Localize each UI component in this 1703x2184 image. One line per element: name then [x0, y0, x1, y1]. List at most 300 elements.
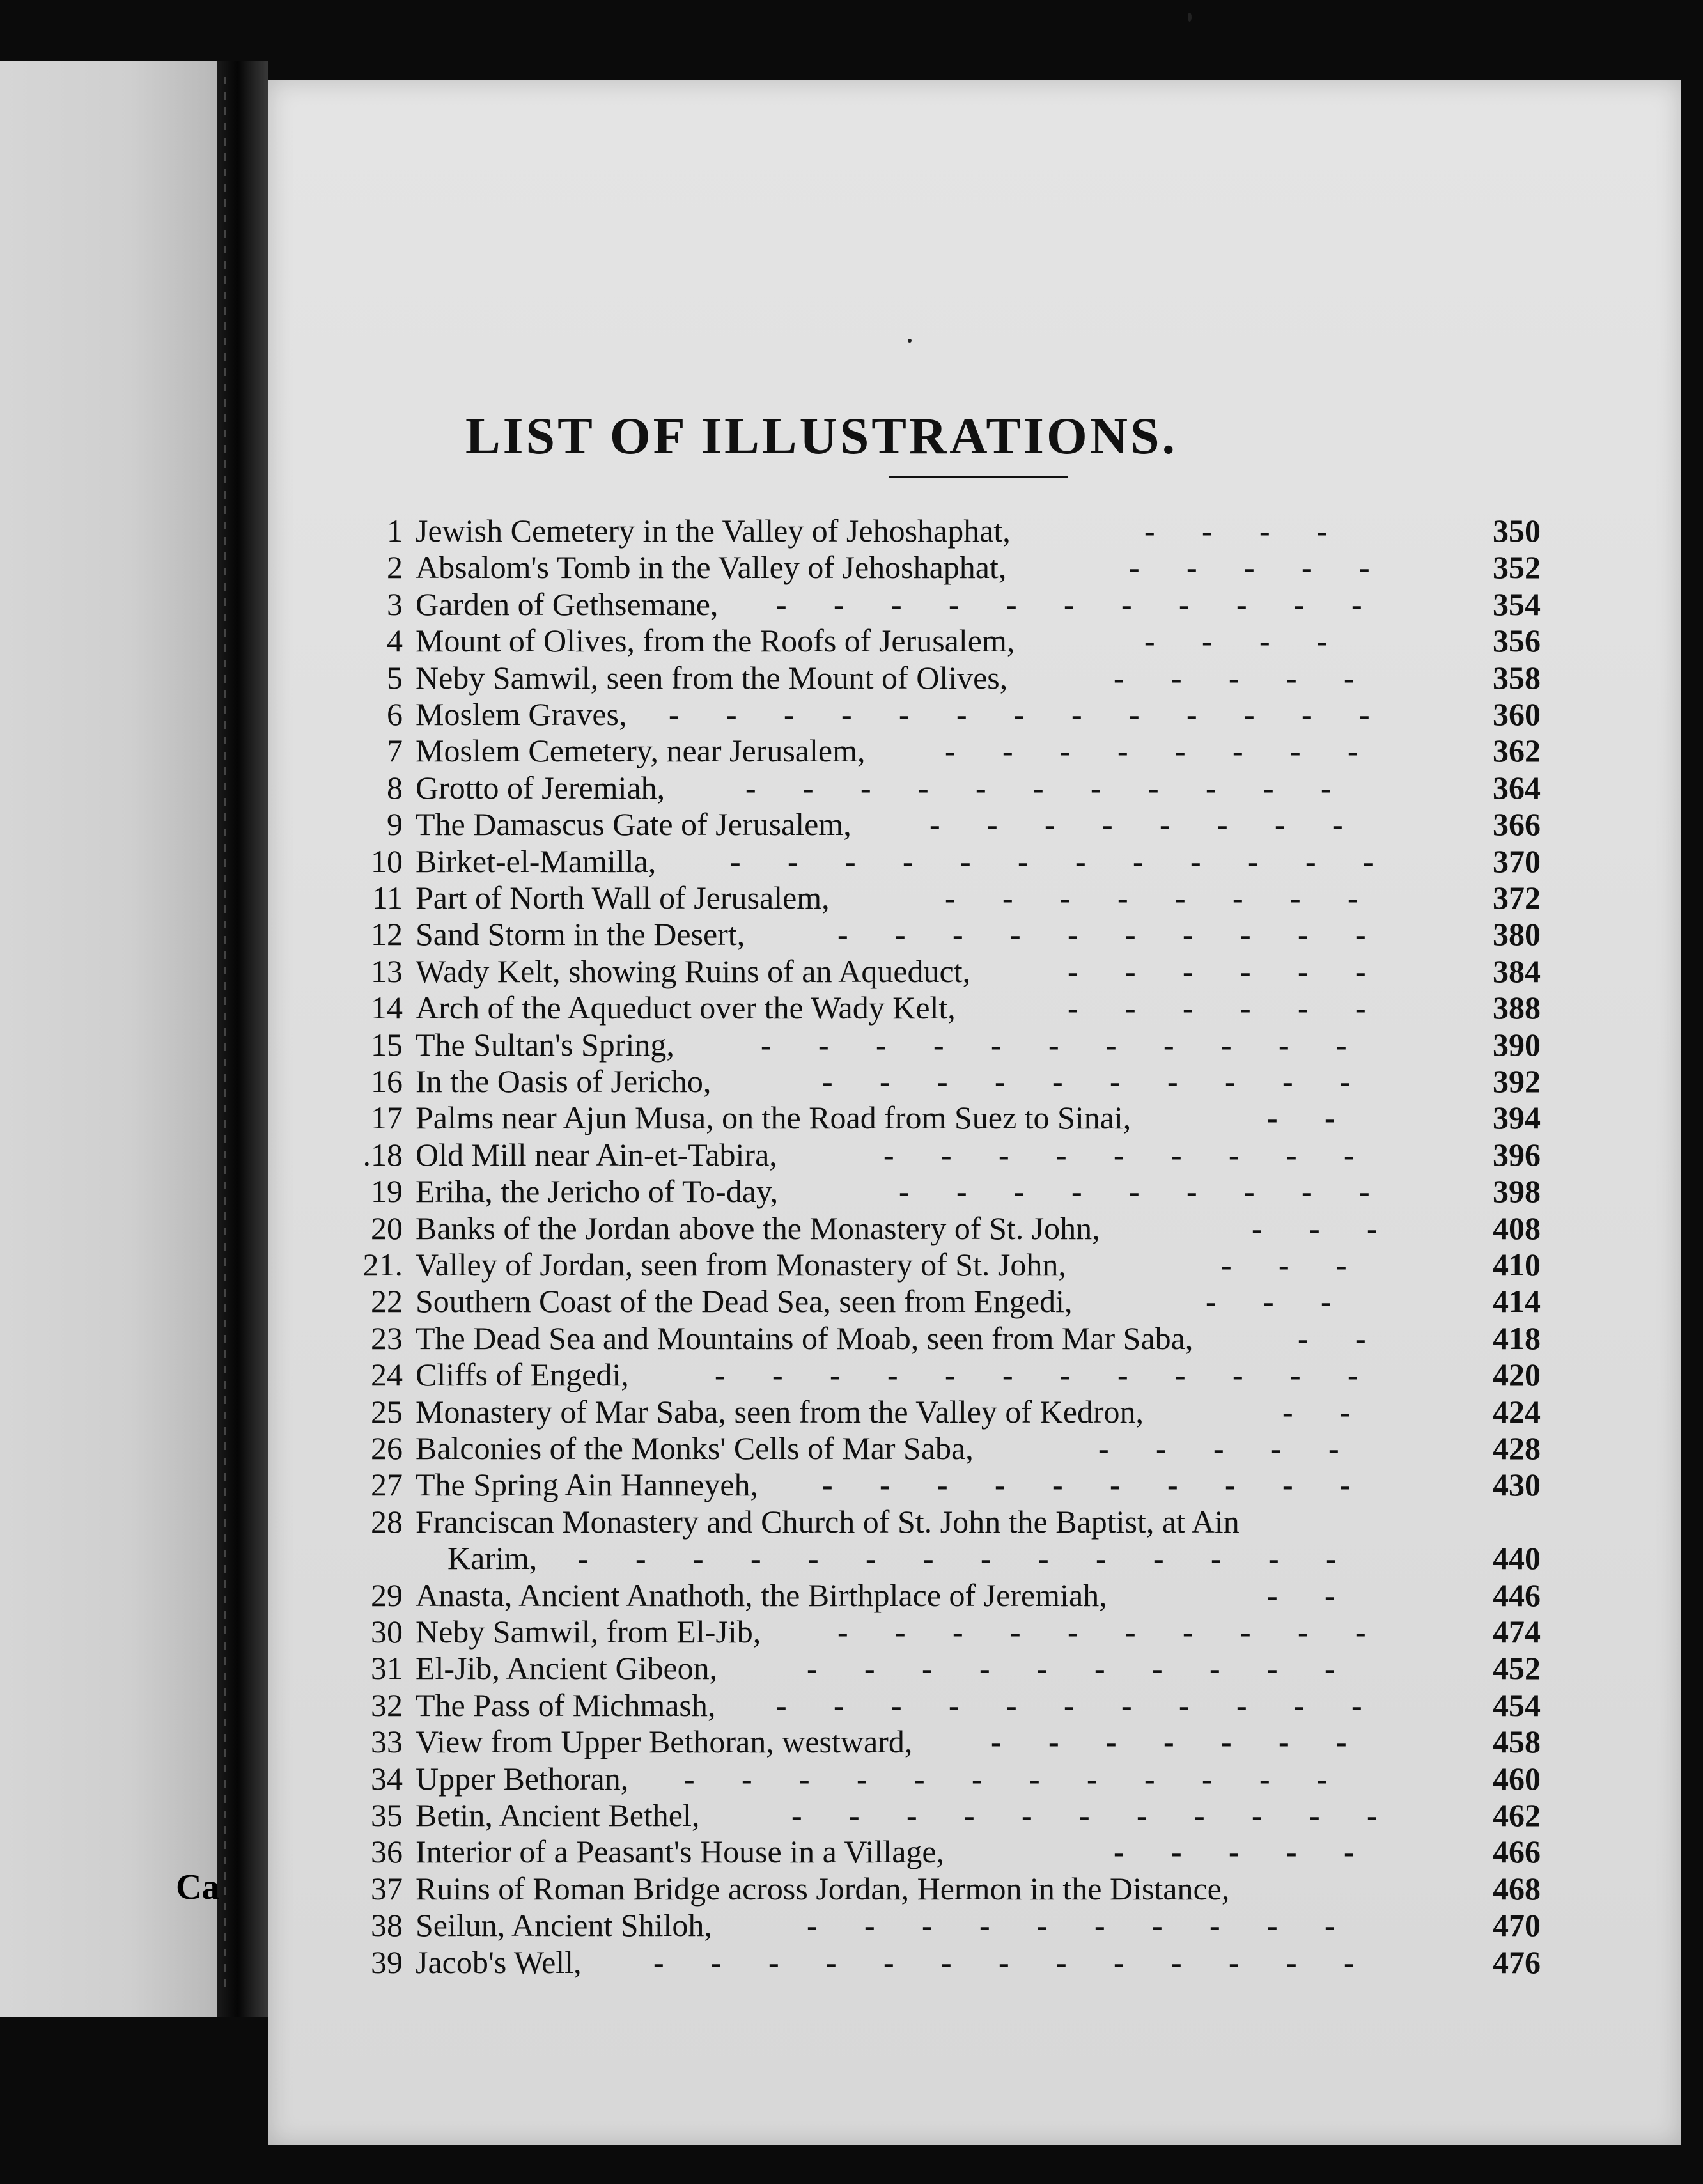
- leader-dash: -: [1144, 623, 1155, 659]
- page-number: 362: [1493, 733, 1541, 768]
- leader-dash: -: [903, 843, 914, 879]
- list-item: [0, 1796, 1703, 1834]
- illustration-title: Birket-el-Mamilla,: [416, 843, 657, 879]
- leader-dash: -: [891, 586, 902, 622]
- list-item: [0, 988, 1703, 1027]
- leader-dash: -: [949, 586, 960, 622]
- leader-dash: -: [1298, 1614, 1309, 1650]
- illustration-number: 20: [371, 1210, 403, 1246]
- leader-dash: -: [822, 1467, 833, 1502]
- leader-dash: -: [1106, 1027, 1117, 1063]
- illustration-title: Anasta, Ancient Anathoth, the Birthplace of Jeremiah,: [416, 1577, 1107, 1613]
- illustration-number: 6: [387, 696, 403, 732]
- page-number: 440: [1493, 1540, 1541, 1576]
- leader-dash: -: [1359, 696, 1370, 732]
- leader-dash: -: [1117, 880, 1128, 916]
- illustration-number: 19: [371, 1173, 403, 1209]
- leader-dash: -: [1125, 1614, 1136, 1650]
- leader-dash: -: [1167, 1063, 1178, 1099]
- leader-dash: -: [1244, 1173, 1255, 1209]
- leader-dash: -: [1225, 1063, 1236, 1099]
- leader-dash: -: [1267, 1577, 1278, 1613]
- leader-dash: -: [1206, 770, 1217, 806]
- leader-dash: -: [1244, 549, 1255, 585]
- illustration-number: 26: [371, 1430, 403, 1466]
- leader-dash: -: [864, 1650, 875, 1686]
- leader-dash: -: [895, 916, 906, 952]
- leader-dash: -: [979, 1650, 990, 1686]
- page-number: 388: [1493, 990, 1541, 1026]
- list-item: [0, 621, 1703, 660]
- leader-dash: -: [1068, 953, 1078, 989]
- leader-dash: -: [1279, 1027, 1289, 1063]
- page-number: 476: [1493, 1944, 1541, 1980]
- illustration-number: 25: [371, 1394, 403, 1430]
- leader-dash: -: [1221, 1027, 1232, 1063]
- leader-dash: -: [635, 1540, 646, 1576]
- illustration-title: Ruins of Roman Bridge across Jordan, Hermon in the Distance,: [416, 1871, 1230, 1907]
- leader-dash: -: [1321, 770, 1332, 806]
- leader-dash: -: [1240, 916, 1251, 952]
- illustration-number: 12: [371, 916, 403, 952]
- illustration-number: 17: [371, 1100, 403, 1135]
- leader-dash: -: [1359, 1173, 1370, 1209]
- illustration-title: Franciscan Monastery and Church of St. John the Baptist, at Ain: [416, 1504, 1240, 1540]
- list-item: [0, 805, 1703, 843]
- leader-dash: -: [1194, 1797, 1205, 1833]
- list-item: [0, 1502, 1703, 1541]
- leader-dash: -: [1117, 733, 1128, 768]
- list-item: [0, 1062, 1703, 1100]
- leader-dash: -: [1183, 1614, 1194, 1650]
- leader-dash: -: [776, 1687, 787, 1723]
- leader-dash: -: [730, 843, 741, 879]
- leader-dash: -: [1068, 1614, 1078, 1650]
- leader-dash: -: [866, 1540, 876, 1576]
- leader-dash: -: [1263, 1283, 1274, 1319]
- list-item: [0, 731, 1703, 770]
- leader-dash: -: [1002, 733, 1013, 768]
- leader-dash: -: [1325, 1100, 1335, 1135]
- leader-dash: -: [1137, 1797, 1147, 1833]
- list-item: [0, 548, 1703, 586]
- page-number: 398: [1493, 1173, 1541, 1209]
- list-item: [0, 1026, 1703, 1064]
- leader-dash: -: [1125, 916, 1136, 952]
- page-number: 474: [1493, 1614, 1541, 1650]
- page-number: 356: [1493, 623, 1541, 659]
- list-item: [0, 1649, 1703, 1687]
- leader-dash: -: [1355, 1320, 1366, 1356]
- leader-dash: -: [1171, 660, 1182, 696]
- illustration-number: 11: [371, 880, 403, 916]
- leader-dash: -: [1317, 623, 1328, 659]
- leader-dash: -: [1186, 1173, 1197, 1209]
- page-number: 394: [1493, 1100, 1541, 1135]
- leader-dash: -: [945, 880, 956, 916]
- leader-dash: -: [999, 1944, 1009, 1980]
- page-number: 380: [1493, 916, 1541, 952]
- leader-dash: -: [1340, 1394, 1351, 1430]
- leader-dash: -: [1344, 660, 1355, 696]
- leader-dash: -: [1125, 953, 1136, 989]
- page-number: 466: [1493, 1834, 1541, 1869]
- leader-dash: -: [742, 1761, 752, 1797]
- leader-dash: -: [1033, 770, 1044, 806]
- page-number: 452: [1493, 1650, 1541, 1686]
- leader-dash: -: [799, 1761, 810, 1797]
- list-item: [0, 1686, 1703, 1724]
- leader-dash: -: [1302, 696, 1312, 732]
- illustration-title: El-Jib, Ancient Gibeon,: [416, 1650, 718, 1686]
- page-number: 468: [1493, 1871, 1541, 1907]
- leader-dash: -: [726, 696, 737, 732]
- leader-dash: -: [1325, 1650, 1335, 1686]
- page-number: 430: [1493, 1467, 1541, 1502]
- page-number: 454: [1493, 1687, 1541, 1723]
- leader-dash: -: [1217, 806, 1228, 842]
- leader-dash: -: [1348, 880, 1358, 916]
- leader-dash: -: [803, 770, 814, 806]
- page-number: 370: [1493, 843, 1541, 879]
- leader-dash: -: [1060, 880, 1071, 916]
- leader-dash: -: [818, 1027, 829, 1063]
- leader-dash: -: [1275, 806, 1286, 842]
- leader-dash: -: [1052, 1063, 1063, 1099]
- page-number: 352: [1493, 549, 1541, 585]
- leader-dash: -: [1183, 990, 1194, 1026]
- illustration-number: 10: [371, 843, 403, 879]
- leader-dash: -: [808, 1540, 819, 1576]
- leader-dash: -: [956, 696, 967, 732]
- illustration-number: 9: [387, 806, 403, 842]
- leader-dash: -: [1079, 1797, 1090, 1833]
- illustration-number: 21.: [362, 1247, 403, 1283]
- list-item: [0, 1098, 1703, 1137]
- leader-dash: -: [1363, 843, 1374, 879]
- leader-dash: -: [1267, 1907, 1278, 1943]
- leader-dash: -: [883, 1944, 894, 1980]
- illustration-title: Arch of the Aqueduct over the Wady Kelt,: [416, 990, 956, 1026]
- leader-dash: -: [1286, 1834, 1297, 1869]
- illustration-number: 2: [387, 549, 403, 585]
- leader-dash: -: [1209, 1650, 1220, 1686]
- leader-dash: -: [883, 1137, 894, 1173]
- leader-dash: -: [1114, 1834, 1124, 1869]
- illustration-title: Part of North Wall of Jerusalem,: [416, 880, 830, 916]
- leader-dash: -: [1340, 1467, 1351, 1502]
- leader-dash: -: [1121, 1687, 1132, 1723]
- leader-dash: -: [899, 696, 910, 732]
- leader-dash: -: [1160, 806, 1170, 842]
- page-number: 384: [1493, 953, 1541, 989]
- leader-dash: -: [1321, 1283, 1332, 1319]
- leader-dash: -: [1094, 1650, 1105, 1686]
- leader-dash: -: [1110, 1063, 1121, 1099]
- illustration-number: 15: [371, 1027, 403, 1063]
- leader-dash: -: [945, 733, 956, 768]
- list-item: [0, 1869, 1703, 1908]
- leader-dash: -: [669, 696, 680, 732]
- leader-dash: -: [1121, 586, 1132, 622]
- leader-dash: -: [1064, 586, 1075, 622]
- leader-dash: -: [1309, 1210, 1320, 1246]
- list-item: [0, 952, 1703, 990]
- leader-dash: -: [987, 806, 998, 842]
- list-item: [0, 1282, 1703, 1320]
- leader-dash: -: [1282, 1063, 1293, 1099]
- illustration-number: 32: [371, 1687, 403, 1723]
- leader-dash: -: [914, 1761, 925, 1797]
- leader-dash: -: [1240, 1614, 1251, 1650]
- speck: [908, 339, 912, 343]
- leader-dash: -: [937, 1063, 948, 1099]
- leader-dash: -: [768, 1944, 779, 1980]
- illustration-title: Seilun, Ancient Shiloh,: [416, 1907, 712, 1943]
- leader-dash: -: [834, 1687, 844, 1723]
- leader-dash: -: [745, 770, 756, 806]
- leader-dash: -: [1225, 1467, 1236, 1502]
- leader-dash: -: [1221, 1724, 1232, 1759]
- leader-dash: -: [1029, 1761, 1040, 1797]
- leader-dash: -: [1006, 586, 1017, 622]
- illustration-number: 30: [371, 1614, 403, 1650]
- leader-dash: -: [1068, 916, 1078, 952]
- leader-dash: -: [1252, 1210, 1263, 1246]
- leader-dash: -: [1328, 1430, 1339, 1466]
- page-number: 410: [1493, 1247, 1541, 1283]
- illustration-number: 23: [371, 1320, 403, 1356]
- list-item: [0, 695, 1703, 733]
- list-item: [0, 1465, 1703, 1504]
- page-number: 424: [1493, 1394, 1541, 1430]
- leader-dash: -: [1282, 1394, 1293, 1430]
- illustration-title: Old Mill near Ain-et-Tabira,: [416, 1137, 777, 1173]
- leader-dash: -: [1006, 1687, 1017, 1723]
- leader-dash: -: [1114, 660, 1124, 696]
- leader-dash: -: [1153, 1540, 1164, 1576]
- illustration-title: Wady Kelt, showing Ruins of an Aqueduct,: [416, 953, 971, 989]
- illustration-title: The Sultan's Spring,: [416, 1027, 674, 1063]
- leader-dash: -: [1263, 770, 1274, 806]
- illustration-title: Garden of Gethsemane,: [416, 586, 719, 622]
- leader-dash: -: [860, 770, 871, 806]
- page-number: 392: [1493, 1063, 1541, 1099]
- leader-dash: -: [857, 1761, 867, 1797]
- leader-dash: -: [1163, 1027, 1174, 1063]
- leader-dash: -: [1355, 1614, 1366, 1650]
- leader-dash: -: [1148, 770, 1159, 806]
- list-item: [0, 915, 1703, 953]
- leader-dash: -: [1211, 1540, 1222, 1576]
- illustration-title: Banks of the Jordan above the Monastery of St. John,: [416, 1210, 1100, 1246]
- illustration-title: Interior of a Peasant's House in a Village,: [416, 1834, 945, 1869]
- page-title: LIST OF ILLUSTRATIONS.: [465, 407, 1178, 465]
- leader-dash: -: [1233, 880, 1243, 916]
- illustration-number: 39: [371, 1944, 403, 1980]
- leader-dash: -: [1106, 1724, 1117, 1759]
- leader-dash: -: [1282, 1467, 1293, 1502]
- page-number: 366: [1493, 806, 1541, 842]
- leader-dash: -: [1129, 1173, 1140, 1209]
- leader-dash: -: [941, 1944, 952, 1980]
- leader-dash: -: [979, 1907, 990, 1943]
- leader-dash: -: [837, 1614, 848, 1650]
- page-number: 396: [1493, 1137, 1541, 1173]
- illustration-title: Sand Storm in the Desert,: [416, 916, 745, 952]
- leader-dash: -: [1175, 733, 1186, 768]
- page-number: 460: [1493, 1761, 1541, 1797]
- leader-dash: -: [1002, 880, 1013, 916]
- leader-dash: -: [895, 1614, 906, 1650]
- leader-dash: -: [1233, 1357, 1243, 1392]
- leader-dash: -: [880, 1467, 890, 1502]
- leader-dash: -: [1087, 1761, 1098, 1797]
- leader-dash: -: [841, 696, 852, 732]
- illustration-number: 1: [387, 513, 403, 549]
- leader-dash: -: [1152, 1650, 1163, 1686]
- leader-dash: -: [1236, 586, 1247, 622]
- list-item: [0, 878, 1703, 917]
- leader-dash: -: [1175, 880, 1186, 916]
- leader-dash: -: [1267, 1650, 1278, 1686]
- illustration-title: Upper Bethoran,: [416, 1761, 629, 1797]
- page-number: 408: [1493, 1210, 1541, 1246]
- leader-dash: -: [684, 1761, 695, 1797]
- leader-dash: -: [1309, 1797, 1320, 1833]
- illustration-title: Karim,: [447, 1540, 538, 1576]
- list-item: [0, 511, 1703, 550]
- illustration-title: Jacob's Well,: [416, 1944, 582, 1980]
- leader-dash: -: [1056, 1944, 1067, 1980]
- leader-dash: -: [876, 1027, 887, 1063]
- list-item: [0, 1943, 1703, 1981]
- leader-dash: -: [1359, 549, 1370, 585]
- leader-dash: -: [1286, 660, 1297, 696]
- leader-dash: -: [1068, 990, 1078, 1026]
- leader-dash: -: [1259, 513, 1270, 549]
- leader-dash: -: [1325, 1577, 1335, 1613]
- leader-dash: -: [1233, 733, 1243, 768]
- leader-dash: -: [784, 696, 795, 732]
- illustration-number: 5: [387, 660, 403, 696]
- illustration-title: Mount of Olives, from the Roofs of Jerusalem,: [416, 623, 1015, 659]
- illustration-number: 34: [371, 1761, 403, 1797]
- leader-dash: -: [1351, 1687, 1362, 1723]
- illustration-number: .18: [362, 1137, 403, 1173]
- illustration-title: Jewish Cemetery in the Valley of Jehoshaphat,: [416, 513, 1011, 549]
- leader-dash: -: [995, 1063, 1006, 1099]
- leader-dash: -: [972, 1761, 983, 1797]
- leader-dash: -: [830, 1357, 841, 1392]
- leader-dash: -: [1305, 843, 1316, 879]
- leader-dash: -: [999, 1137, 1009, 1173]
- leader-dash: -: [1014, 696, 1025, 732]
- page-number: 360: [1493, 696, 1541, 732]
- leader-dash: -: [1286, 1944, 1297, 1980]
- leader-dash: -: [1336, 1724, 1347, 1759]
- leader-dash: -: [1344, 1137, 1355, 1173]
- leader-dash: -: [953, 916, 963, 952]
- leader-dash: -: [1056, 1137, 1067, 1173]
- leader-dash: -: [849, 1797, 860, 1833]
- leader-dash: -: [1336, 1027, 1347, 1063]
- leader-dash: -: [1096, 1540, 1107, 1576]
- leader-dash: -: [1152, 1907, 1163, 1943]
- list-item: [0, 842, 1703, 880]
- leader-dash: -: [1094, 1907, 1105, 1943]
- leader-dash: -: [1179, 586, 1190, 622]
- illustration-title: Absalom's Tomb in the Valley of Jehoshaphat,: [416, 549, 1007, 585]
- illustration-title: Valley of Jordan, seen from Monastery of St. John,: [416, 1247, 1066, 1283]
- illustration-number: 24: [371, 1357, 403, 1392]
- leader-dash: -: [949, 1687, 960, 1723]
- illustration-number: 31: [371, 1650, 403, 1686]
- leader-dash: -: [1167, 1467, 1178, 1502]
- leader-dash: -: [1075, 843, 1086, 879]
- list-item: [0, 1612, 1703, 1651]
- leader-dash: -: [1129, 549, 1140, 585]
- leader-dash: -: [1179, 1687, 1190, 1723]
- leader-dash: -: [1290, 733, 1301, 768]
- leader-dash: -: [1252, 1797, 1263, 1833]
- leader-dash: -: [1183, 916, 1194, 952]
- page-number: 470: [1493, 1907, 1541, 1943]
- leader-dash: -: [1098, 1430, 1109, 1466]
- illustration-number: 7: [387, 733, 403, 768]
- list-item: [0, 1135, 1703, 1174]
- leader-dash: -: [1186, 549, 1197, 585]
- illustration-title: Betin, Ancient Bethel,: [416, 1797, 700, 1833]
- leader-dash: -: [1355, 916, 1366, 952]
- illustration-number: 13: [371, 953, 403, 989]
- page-number: 458: [1493, 1724, 1541, 1759]
- illustration-title: The Dead Sea and Mountains of Moab, seen from Mar Saba,: [416, 1320, 1194, 1356]
- leader-dash: -: [711, 1944, 722, 1980]
- leader-dash: -: [1298, 990, 1309, 1026]
- leader-dash: -: [1240, 990, 1251, 1026]
- leader-dash: -: [1018, 843, 1029, 879]
- illustration-title: The Spring Ain Hanneyeh,: [416, 1467, 759, 1502]
- leader-dash: -: [1332, 806, 1343, 842]
- leader-dash: -: [1037, 1907, 1048, 1943]
- leader-dash: -: [880, 1063, 890, 1099]
- illustration-number: 14: [371, 990, 403, 1026]
- leader-dash: -: [1267, 1100, 1278, 1135]
- leader-dash: -: [981, 1540, 991, 1576]
- leader-dash: -: [1206, 1283, 1217, 1319]
- illustration-title: The Damascus Gate of Jerusalem,: [416, 806, 852, 842]
- leader-dash: -: [791, 1797, 802, 1833]
- page-number: 428: [1493, 1430, 1541, 1466]
- illustration-number: 37: [371, 1871, 403, 1907]
- leader-dash: -: [1060, 1357, 1071, 1392]
- illustration-number: 36: [371, 1834, 403, 1869]
- illustration-title: In the Oasis of Jericho,: [416, 1063, 712, 1099]
- leader-dash: -: [1102, 806, 1113, 842]
- illustration-number: 38: [371, 1907, 403, 1943]
- leader-dash: -: [1367, 1797, 1378, 1833]
- leader-dash: -: [1202, 1761, 1213, 1797]
- leader-dash: -: [995, 1467, 1006, 1502]
- leader-dash: -: [1294, 1687, 1305, 1723]
- leader-dash: -: [1221, 1247, 1232, 1283]
- leader-dash: -: [891, 1687, 902, 1723]
- leader-dash: -: [693, 1540, 704, 1576]
- leader-dash: -: [929, 806, 940, 842]
- leader-dash: -: [1048, 1027, 1059, 1063]
- leader-dash: -: [837, 916, 848, 952]
